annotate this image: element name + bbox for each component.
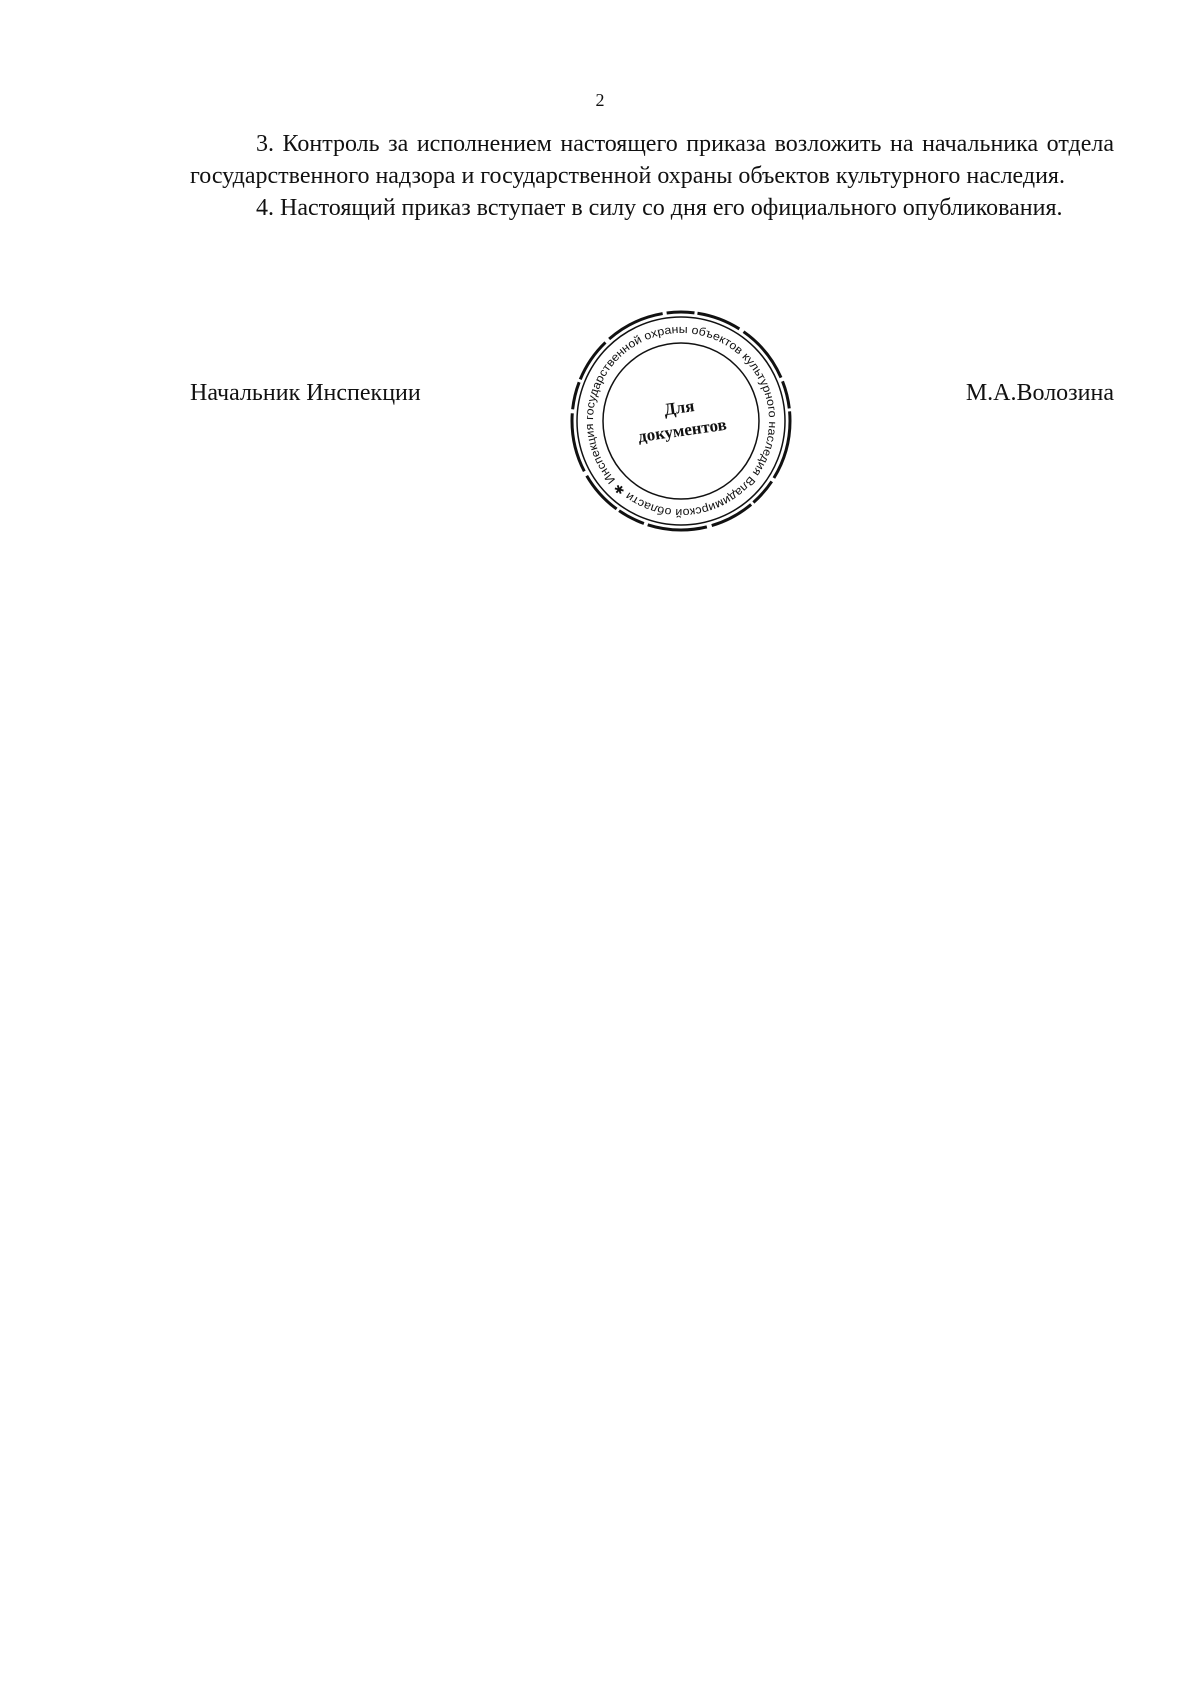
paragraph-3: 3. Контроль за исполнением настоящего приказа возложить на начальника отдела государственного надзора и государственной охраны объектов культурного наследия. [190, 131, 1114, 189]
official-stamp [566, 306, 796, 536]
stamp-center-line-2: документов [636, 414, 728, 447]
stamp-seal [566, 306, 796, 536]
page-number: 2 [595, 90, 605, 110]
signature-position: Начальник Инспекции [190, 380, 421, 406]
paragraph-4: 4. Настоящий приказ вступает в силу со дня его официального опубликования. [256, 195, 1063, 221]
signature-name: М.А.Волозина [965, 380, 1114, 406]
document-body [190, 128, 1114, 224]
stamp-center-line-1: Для [662, 396, 696, 420]
stamp-ring-text: Инспекция государственной охраны объектов культурного наследия Владимирской области ✱ [583, 323, 779, 519]
